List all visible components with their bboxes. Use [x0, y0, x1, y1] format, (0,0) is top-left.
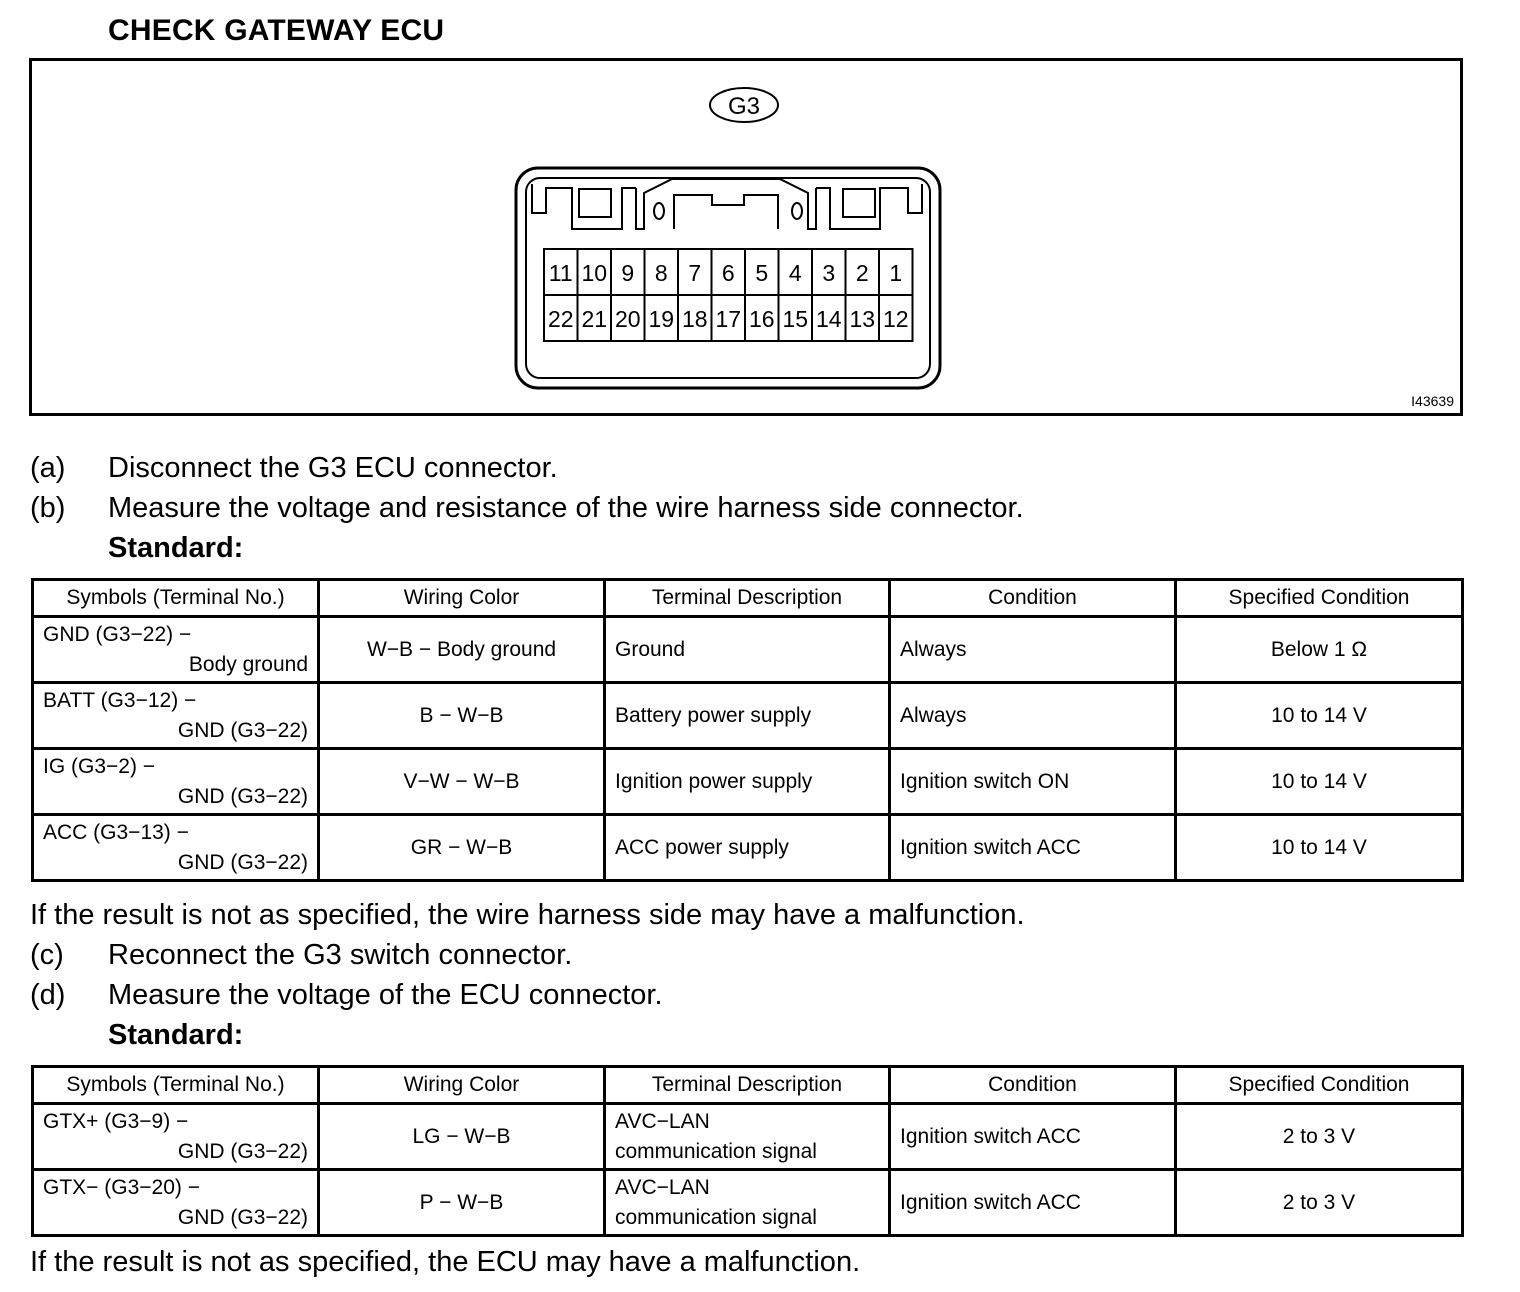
condition-cell: Ignition switch ACC	[890, 1104, 1176, 1170]
connector-diagram	[32, 61, 1460, 413]
symbol-to: GND (G3−22)	[177, 850, 308, 874]
terminal-number: 13	[849, 306, 876, 332]
symbol-from: GTX+ (G3−9) −	[43, 1109, 189, 1133]
step-d	[30, 979, 663, 1012]
symbol-from: GND (G3−22) −	[43, 622, 192, 646]
description-cell: ACC power supply	[605, 815, 890, 881]
standard-table-1	[31, 578, 1464, 882]
spec-cell: 10 to 14 V	[1176, 683, 1463, 749]
symbol-cell	[33, 683, 319, 749]
description-cell	[605, 1170, 890, 1236]
condition-cell: Ignition switch ACC	[890, 1170, 1176, 1236]
spec-cell: 10 to 14 V	[1176, 815, 1463, 881]
table-row	[33, 1104, 1463, 1170]
description-cell: Battery power supply	[605, 683, 890, 749]
terminal-number: 7	[688, 260, 702, 286]
terminal-number: 2	[855, 260, 869, 286]
terminal-number: 8	[654, 260, 668, 286]
header-specified-condition: Specified Condition	[1176, 580, 1463, 617]
terminal-number: 20	[614, 306, 641, 332]
condition-cell: Always	[890, 683, 1176, 749]
wiring-color-cell: W−B − Body ground	[319, 617, 605, 683]
terminal-grid	[544, 249, 913, 341]
terminal-number: 3	[822, 260, 836, 286]
connector-label: G3	[727, 93, 761, 120]
wiring-color-cell: V−W − W−B	[319, 749, 605, 815]
wiring-color-cell: LG − W−B	[319, 1104, 605, 1170]
condition-cell: Always	[890, 617, 1176, 683]
terminal-number: 6	[721, 260, 735, 286]
step-a	[30, 452, 558, 485]
terminal-number: 1	[889, 260, 903, 286]
terminal-number: 9	[621, 260, 635, 286]
description-line-2: communication signal	[615, 1139, 817, 1163]
symbol-cell	[33, 617, 319, 683]
step-b-text: Measure the voltage and resistance of the wire harness side connector.	[108, 492, 1024, 524]
description-line-2: communication signal	[615, 1205, 817, 1229]
key-slot-right	[843, 189, 875, 217]
step-c-text: Reconnect the G3 switch connector.	[108, 939, 573, 971]
step-d-text: Measure the voltage of the ECU connector.	[108, 979, 663, 1011]
terminal-number: 16	[748, 306, 775, 332]
figure-code: I43639	[1411, 393, 1454, 409]
step-a-label: (a)	[30, 452, 66, 484]
symbol-to: GND (G3−22)	[177, 1139, 308, 1163]
spec-cell: 10 to 14 V	[1176, 749, 1463, 815]
terminal-number: 15	[782, 306, 809, 332]
header-condition: Condition	[890, 580, 1176, 617]
spec-cell: Below 1 Ω	[1176, 617, 1463, 683]
condition-cell: Ignition switch ACC	[890, 815, 1176, 881]
standard-label-2: Standard:	[108, 1019, 244, 1051]
terminal-number: 14	[815, 306, 842, 332]
spec-cell: 2 to 3 V	[1176, 1104, 1463, 1170]
table-row	[33, 1170, 1463, 1236]
wiring-color-cell: GR − W−B	[319, 815, 605, 881]
step-c-label: (c)	[30, 939, 64, 971]
standard-label-1: Standard:	[108, 532, 244, 564]
table-row	[33, 749, 1463, 815]
symbol-to: Body ground	[188, 652, 308, 676]
symbol-cell	[33, 749, 319, 815]
terminal-number: 18	[681, 306, 708, 332]
condition-cell: Ignition switch ON	[890, 749, 1176, 815]
result-note-1: If the result is not as specified, the wire harness side may have a malfunction.	[30, 899, 1025, 931]
header-wiring-color: Wiring Color	[319, 1067, 605, 1104]
header-terminal-description: Terminal Description	[605, 580, 890, 617]
terminal-number: 19	[648, 306, 675, 332]
table-row	[33, 683, 1463, 749]
description-line-1: AVC−LAN	[615, 1175, 710, 1199]
symbol-cell	[33, 1170, 319, 1236]
header-wiring-color: Wiring Color	[319, 580, 605, 617]
description-cell	[605, 1104, 890, 1170]
symbol-from: ACC (G3−13) −	[43, 820, 189, 844]
symbol-from: IG (G3−2) −	[43, 754, 156, 778]
terminal-number: 4	[788, 260, 802, 286]
description-cell: Ground	[605, 617, 890, 683]
header-terminal-description: Terminal Description	[605, 1067, 890, 1104]
header-condition: Condition	[890, 1067, 1176, 1104]
step-a-text: Disconnect the G3 ECU connector.	[108, 452, 558, 484]
table-row	[33, 617, 1463, 683]
symbol-from: GTX− (G3−20) −	[43, 1175, 200, 1199]
table-header-row	[33, 1067, 1463, 1104]
step-b-label: (b)	[30, 492, 66, 524]
result-note-2: If the result is not as specified, the ECU may have a malfunction.	[30, 1246, 861, 1278]
spec-cell: 2 to 3 V	[1176, 1170, 1463, 1236]
key-slot-left	[579, 189, 611, 217]
latch-hole-left	[654, 203, 664, 219]
terminal-number: 21	[581, 306, 608, 332]
page-title: CHECK GATEWAY ECU	[108, 14, 445, 47]
symbol-to: GND (G3−22)	[177, 718, 308, 742]
header-symbols: Symbols (Terminal No.)	[33, 580, 319, 617]
terminal-number: 5	[755, 260, 769, 286]
standard-table-2	[31, 1065, 1464, 1237]
terminal-number: 10	[581, 260, 608, 286]
latch-hole-right	[792, 203, 802, 219]
terminal-number: 22	[547, 306, 574, 332]
connector-figure	[29, 58, 1463, 416]
symbol-from: BATT (G3−12) −	[43, 688, 197, 712]
symbol-to: GND (G3−22)	[177, 784, 308, 808]
description-line-1: AVC−LAN	[615, 1109, 710, 1133]
symbol-cell	[33, 815, 319, 881]
step-c	[30, 939, 572, 972]
description-cell: Ignition power supply	[605, 749, 890, 815]
symbol-to: GND (G3−22)	[177, 1205, 308, 1229]
terminal-number: 17	[715, 306, 742, 332]
wiring-color-cell: P − W−B	[319, 1170, 605, 1236]
terminal-number: 11	[548, 260, 573, 286]
header-specified-condition: Specified Condition	[1176, 1067, 1463, 1104]
header-symbols: Symbols (Terminal No.)	[33, 1067, 319, 1104]
wiring-color-cell: B − W−B	[319, 683, 605, 749]
step-b	[30, 492, 1024, 525]
table-row	[33, 815, 1463, 881]
terminal-number: 12	[882, 306, 909, 332]
step-d-label: (d)	[30, 979, 66, 1011]
symbol-cell	[33, 1104, 319, 1170]
table-header-row	[33, 580, 1463, 617]
